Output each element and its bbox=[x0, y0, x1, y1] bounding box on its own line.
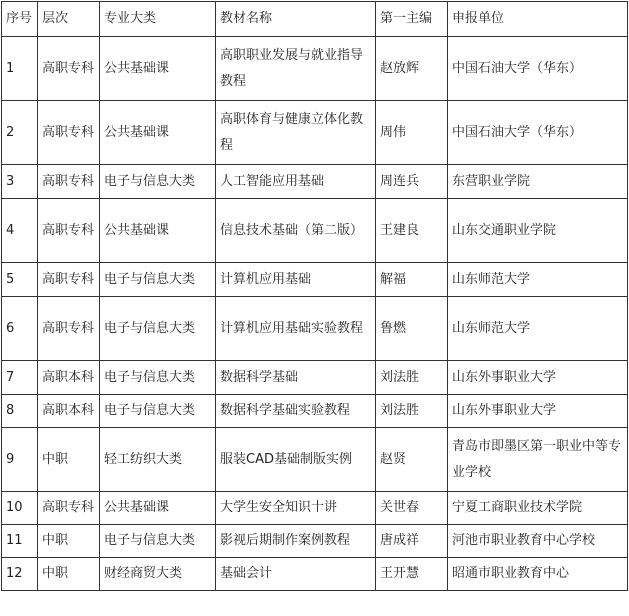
header-chief-editor: 第一主编 bbox=[376, 2, 448, 37]
cell-textbook-name: 计算机应用基础实验教程 bbox=[216, 297, 376, 361]
cell-major-category: 公共基础课 bbox=[100, 37, 216, 101]
cell-applicant-unit: 河池市职业教育中心学校 bbox=[448, 525, 628, 558]
cell-serial: 12 bbox=[2, 558, 38, 591]
cell-major-category: 财经商贸大类 bbox=[100, 558, 216, 591]
header-applicant-unit: 申报单位 bbox=[448, 2, 628, 37]
cell-textbook-name: 基础会计 bbox=[216, 558, 376, 591]
table-row bbox=[2, 263, 628, 297]
cell-applicant-unit: 山东师范大学 bbox=[448, 263, 628, 297]
cell-serial: 10 bbox=[2, 492, 38, 525]
cell-serial: 6 bbox=[2, 297, 38, 361]
cell-chief-editor: 周连兵 bbox=[376, 165, 448, 199]
cell-chief-editor: 赵放辉 bbox=[376, 37, 448, 101]
cell-serial: 9 bbox=[2, 428, 38, 492]
cell-level: 高职专科 bbox=[38, 101, 100, 165]
cell-applicant-unit: 中国石油大学（华东） bbox=[448, 101, 628, 165]
cell-textbook-name: 数据科学基础实验教程 bbox=[216, 395, 376, 428]
cell-textbook-name: 高职职业发展与就业指导教程 bbox=[216, 37, 376, 101]
cell-chief-editor: 王建良 bbox=[376, 199, 448, 263]
header-row bbox=[2, 2, 628, 37]
table-row bbox=[2, 361, 628, 395]
cell-level: 高职专科 bbox=[38, 165, 100, 199]
cell-chief-editor: 刘法胜 bbox=[376, 361, 448, 395]
cell-serial: 5 bbox=[2, 263, 38, 297]
cell-serial: 3 bbox=[2, 165, 38, 199]
table-row bbox=[2, 297, 628, 361]
table-row bbox=[2, 395, 628, 428]
cell-level: 中职 bbox=[38, 525, 100, 558]
cell-chief-editor: 鲁燃 bbox=[376, 297, 448, 361]
header-level: 层次 bbox=[38, 2, 100, 37]
cell-level: 中职 bbox=[38, 558, 100, 591]
table-row bbox=[2, 101, 628, 165]
cell-major-category: 公共基础课 bbox=[100, 199, 216, 263]
cell-major-category: 电子与信息大类 bbox=[100, 395, 216, 428]
header-textbook-name: 教材名称 bbox=[216, 2, 376, 37]
cell-level: 高职本科 bbox=[38, 361, 100, 395]
header-major-category: 专业大类 bbox=[100, 2, 216, 37]
cell-textbook-name: 影视后期制作案例教程 bbox=[216, 525, 376, 558]
cell-level: 高职专科 bbox=[38, 199, 100, 263]
cell-chief-editor: 王开慧 bbox=[376, 558, 448, 591]
cell-applicant-unit: 山东交通职业学院 bbox=[448, 199, 628, 263]
cell-major-category: 电子与信息大类 bbox=[100, 297, 216, 361]
cell-chief-editor: 刘法胜 bbox=[376, 395, 448, 428]
cell-level: 高职本科 bbox=[38, 395, 100, 428]
table-row bbox=[2, 199, 628, 263]
cell-applicant-unit: 山东外事职业大学 bbox=[448, 395, 628, 428]
cell-applicant-unit: 东营职业学院 bbox=[448, 165, 628, 199]
table-row bbox=[2, 558, 628, 591]
cell-applicant-unit: 中国石油大学（华东） bbox=[448, 37, 628, 101]
cell-serial: 7 bbox=[2, 361, 38, 395]
cell-textbook-name: 人工智能应用基础 bbox=[216, 165, 376, 199]
cell-serial: 4 bbox=[2, 199, 38, 263]
cell-major-category: 公共基础课 bbox=[100, 492, 216, 525]
cell-chief-editor: 关世春 bbox=[376, 492, 448, 525]
cell-applicant-unit: 昭通市职业教育中心 bbox=[448, 558, 628, 591]
cell-applicant-unit: 宁夏工商职业技术学院 bbox=[448, 492, 628, 525]
cell-level: 高职专科 bbox=[38, 37, 100, 101]
cell-level: 高职专科 bbox=[38, 492, 100, 525]
cell-major-category: 电子与信息大类 bbox=[100, 525, 216, 558]
cell-serial: 1 bbox=[2, 37, 38, 101]
cell-chief-editor: 赵贤 bbox=[376, 428, 448, 492]
cell-applicant-unit: 青岛市即墨区第一职业中等专业学校 bbox=[448, 428, 628, 492]
cell-serial: 8 bbox=[2, 395, 38, 428]
cell-textbook-name: 高职体育与健康立体化教程 bbox=[216, 101, 376, 165]
cell-major-category: 公共基础课 bbox=[100, 101, 216, 165]
cell-textbook-name: 数据科学基础 bbox=[216, 361, 376, 395]
table-row bbox=[2, 37, 628, 101]
cell-textbook-name: 计算机应用基础 bbox=[216, 263, 376, 297]
cell-textbook-name: 大学生安全知识十讲 bbox=[216, 492, 376, 525]
table-row bbox=[2, 428, 628, 492]
cell-applicant-unit: 山东外事职业大学 bbox=[448, 361, 628, 395]
textbook-list-table bbox=[1, 1, 628, 591]
cell-serial: 11 bbox=[2, 525, 38, 558]
cell-textbook-name: 服装CAD基础制版实例 bbox=[216, 428, 376, 492]
cell-applicant-unit: 山东师范大学 bbox=[448, 297, 628, 361]
table-row bbox=[2, 492, 628, 525]
cell-serial: 2 bbox=[2, 101, 38, 165]
cell-chief-editor: 解福 bbox=[376, 263, 448, 297]
table-row bbox=[2, 165, 628, 199]
cell-major-category: 电子与信息大类 bbox=[100, 165, 216, 199]
cell-level: 高职专科 bbox=[38, 297, 100, 361]
cell-chief-editor: 唐成祥 bbox=[376, 525, 448, 558]
header-serial: 序号 bbox=[2, 2, 38, 37]
cell-major-category: 电子与信息大类 bbox=[100, 361, 216, 395]
cell-level: 中职 bbox=[38, 428, 100, 492]
cell-textbook-name: 信息技术基础（第二版） bbox=[216, 199, 376, 263]
cell-level: 高职专科 bbox=[38, 263, 100, 297]
table-row bbox=[2, 525, 628, 558]
cell-major-category: 电子与信息大类 bbox=[100, 263, 216, 297]
cell-major-category: 轻工纺织大类 bbox=[100, 428, 216, 492]
cell-chief-editor: 周伟 bbox=[376, 101, 448, 165]
